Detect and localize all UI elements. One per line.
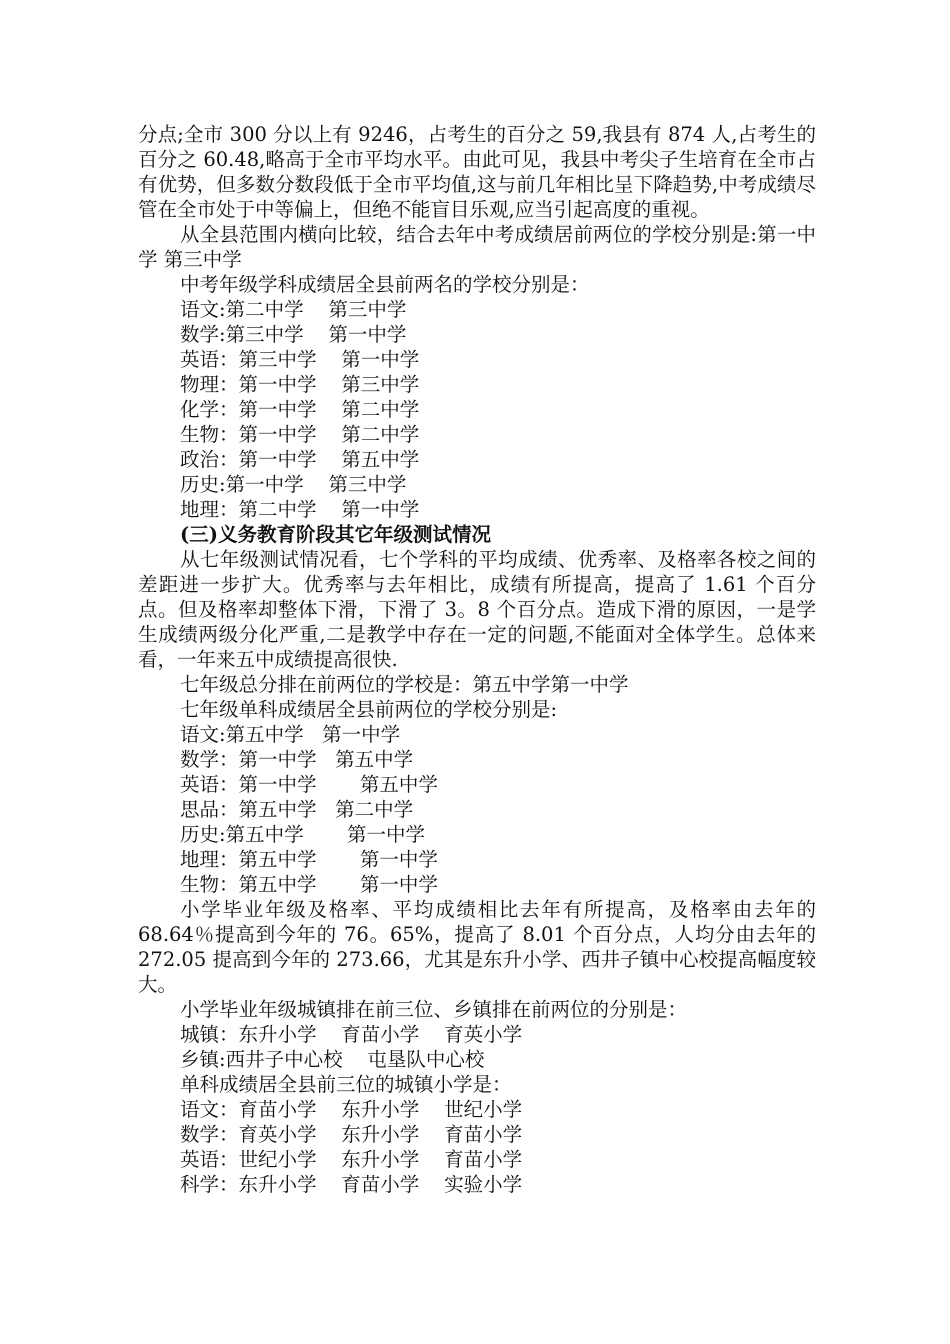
paragraph-county-comparison: 从全县范围内横向比较，结合去年中考成绩居前两位的学校分别是:第一中学 第三中学 bbox=[138, 223, 816, 271]
zhongkao-subject-line: 英语：第三中学 第一中学 bbox=[180, 348, 420, 371]
primary-ranking-line: 城镇：东升小学 育苗小学 育英小学 bbox=[180, 1023, 523, 1046]
paragraph-primary-analysis: 小学毕业年级及格率、平均成绩相比去年有所提高，及格率由去年的 68.64％提高到今年的 76。65%，提高了 8.01 个百分点，人均分由去年的 272.05 提高到今年的 273.66，尤其是东升小学、西井子镇中心校提高幅度较大。 bbox=[138, 898, 816, 996]
zhongkao-subject-line: 地理：第二中学 第一中学 bbox=[180, 498, 420, 521]
primary-subject-line: 英语：世纪小学 东升小学 育苗小学 bbox=[180, 1148, 523, 1171]
grade7-subject-line: 语文:第五中学 第一中学 bbox=[180, 723, 401, 746]
primary-subject-line: 数学：育英小学 东升小学 育苗小学 bbox=[180, 1123, 523, 1146]
primary-subject-line: 科学：东升小学 育苗小学 实验小学 bbox=[180, 1173, 523, 1196]
zhongkao-subject-line: 语文:第二中学 第三中学 bbox=[180, 298, 407, 321]
zhongkao-subject-line: 化学：第一中学 第二中学 bbox=[180, 398, 420, 421]
document-page bbox=[138, 122, 816, 1197]
grade7-subject-line: 数学：第一中学 第五中学 bbox=[180, 748, 414, 771]
section-heading: (三)义务教育阶段其它年级测试情况 bbox=[180, 523, 491, 546]
primary-subject-line: 语文：育苗小学 东升小学 世纪小学 bbox=[180, 1098, 523, 1121]
primary-ranking-heading: 小学毕业年级城镇排在前三位、乡镇排在前两位的分别是： bbox=[180, 998, 688, 1021]
zhongkao-subject-line: 生物：第一中学 第二中学 bbox=[180, 423, 420, 446]
paragraph-grade7-analysis bbox=[138, 547, 816, 672]
primary-ranking-line: 乡镇:西井子中心校 屯垦队中心校 bbox=[180, 1048, 485, 1071]
zhongkao-subject-line: 数学:第三中学 第一中学 bbox=[180, 323, 407, 346]
grade7-subject-line: 生物：第五中学 第一中学 bbox=[180, 873, 438, 896]
zhongkao-subject-line: 历史:第一中学 第三中学 bbox=[180, 473, 407, 496]
paragraph-grade7-body: 七年级测试情况看，七个学科的平均成绩、优秀率、及格率各校之间的差距进一步扩大。优秀率与去年相比，成绩有所提高，提高了 1.61 个百分点。但及格率却整体下滑，下滑了 3。8 个百分点。造成下滑的原因，一是学生成绩两级分化严重,二是教学中存在一定的问题,不能面对全体学生。总体来看，一年来五中成绩提高很快. bbox=[138, 548, 816, 671]
paragraph-grade7-prefix: 从 bbox=[180, 548, 200, 571]
grade7-total-ranking: 七年级总分排在前两位的学校是：第五中学第一中学 bbox=[180, 673, 629, 696]
zhongkao-subject-line: 物理：第一中学 第三中学 bbox=[180, 373, 420, 396]
zhongkao-subject-heading: 中考年级学科成绩居全县前两名的学校分别是： bbox=[180, 273, 590, 296]
grade7-subject-line: 历史:第五中学 第一中学 bbox=[180, 823, 425, 846]
grade7-subject-line: 思品：第五中学 第二中学 bbox=[180, 798, 414, 821]
primary-subject-heading: 单科成绩居全县前三位的城镇小学是： bbox=[180, 1073, 512, 1096]
grade7-subject-line: 地理：第五中学 第一中学 bbox=[180, 848, 438, 871]
zhongkao-subject-line: 政治：第一中学 第五中学 bbox=[180, 448, 420, 471]
grade7-subject-line: 英语：第一中学 第五中学 bbox=[180, 773, 438, 796]
grade7-subject-heading: 七年级单科成绩居全县前两位的学校分别是: bbox=[180, 698, 558, 721]
paragraph-zhongkao-summary: 分点;全市 300 分以上有 9246，占考生的百分之 59,我县有 874 人,占考生的百分之 60.48,略高于全市平均水平。由此可见，我县中考尖子生培育在全市占有优势，但多数分数段低于全市平均值,这与前几年相比呈下降趋势,中考成绩尽管在全市处于中等偏上，但绝不能盲目乐观,应当引起高度的重视。 bbox=[138, 123, 816, 221]
